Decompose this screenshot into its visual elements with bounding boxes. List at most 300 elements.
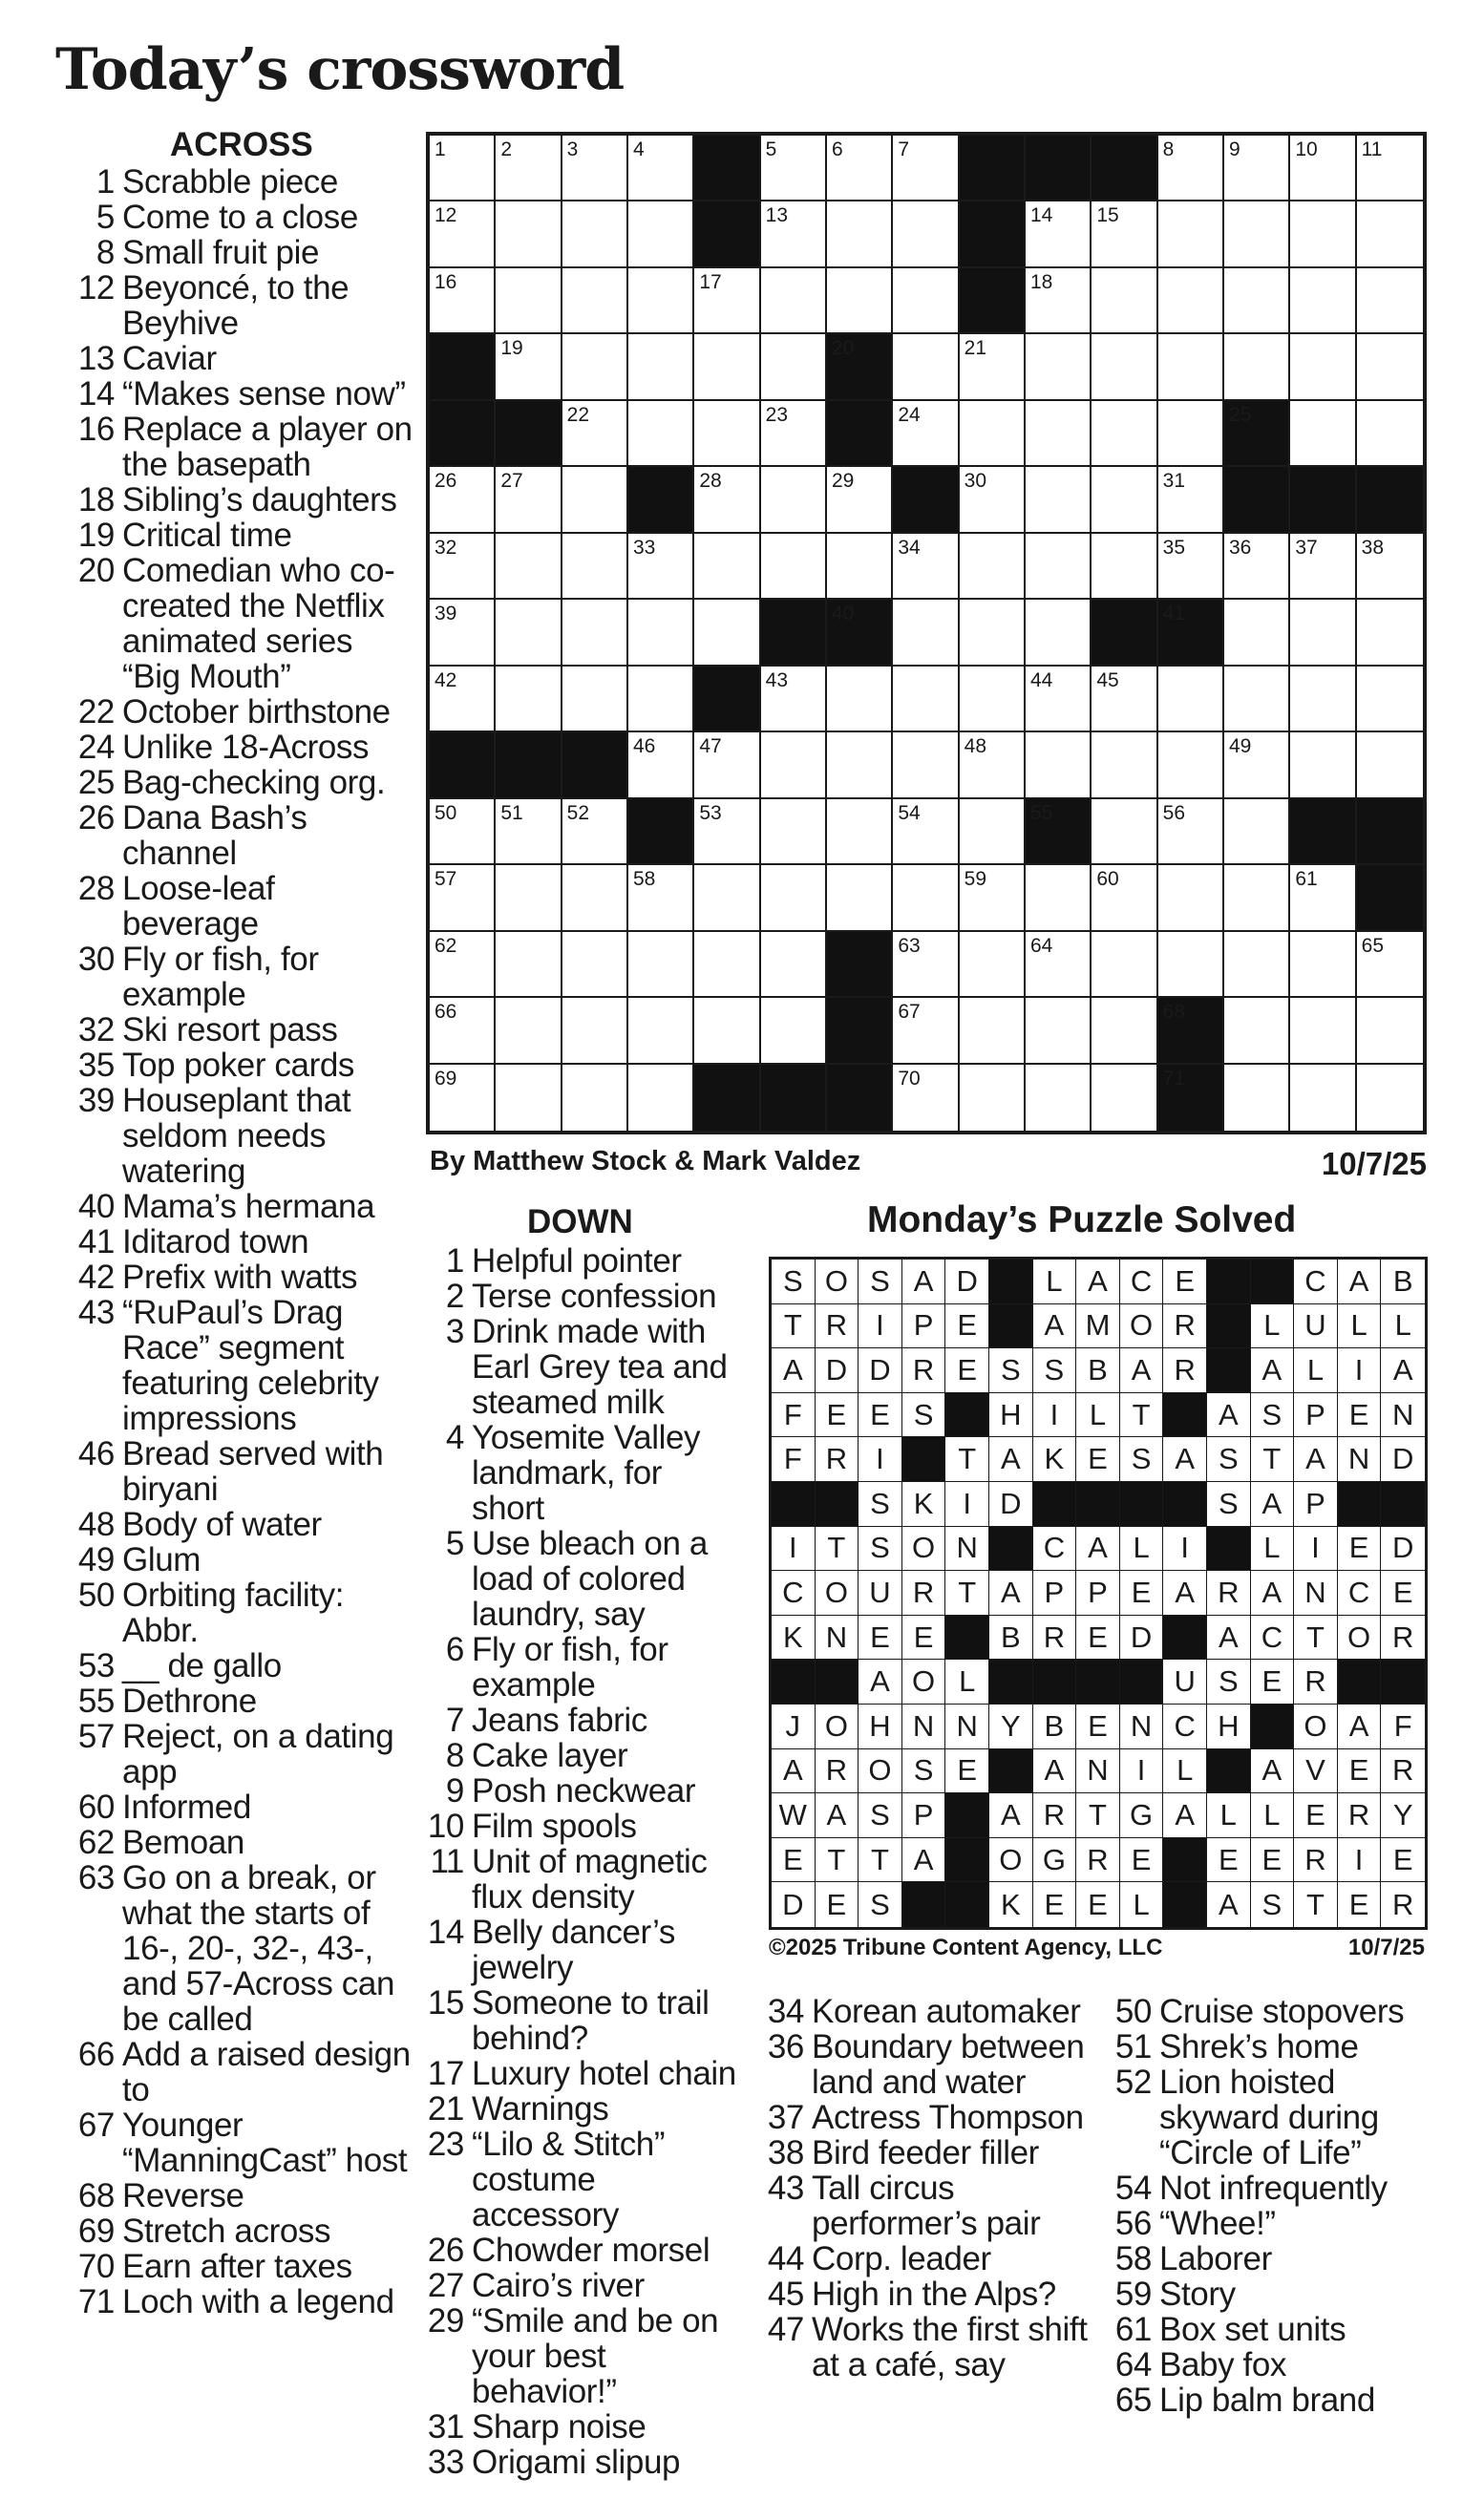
- grid-cell[interactable]: [761, 534, 827, 600]
- grid-cell[interactable]: [1092, 467, 1157, 533]
- solution-letter: A: [1207, 1393, 1251, 1438]
- grid-cell[interactable]: [1026, 334, 1092, 400]
- grid-cell[interactable]: [430, 799, 496, 865]
- solution-block: [945, 1793, 989, 1838]
- grid-block: [827, 932, 893, 998]
- solution-letter: S: [859, 1527, 902, 1572]
- solution-letter: P: [1033, 1571, 1077, 1616]
- grid-cell[interactable]: [1357, 401, 1423, 467]
- grid-cell[interactable]: [1357, 998, 1423, 1064]
- grid-cell[interactable]: [1290, 932, 1356, 998]
- clue-item: [69, 1224, 413, 1260]
- clue-item: [1106, 2029, 1459, 2065]
- grid-block: [1357, 467, 1423, 533]
- grid-cell[interactable]: [960, 467, 1026, 533]
- grid-cell[interactable]: [628, 268, 694, 334]
- grid-cell[interactable]: [960, 401, 1026, 467]
- grid-cell[interactable]: [628, 334, 694, 400]
- grid-cell[interactable]: [694, 998, 760, 1064]
- grid-cell[interactable]: [628, 1065, 694, 1131]
- grid-cell[interactable]: [562, 534, 628, 600]
- solution-letter: B: [989, 1616, 1033, 1661]
- clue-number: 44: [767, 2240, 804, 2277]
- cell-number: 60: [1096, 868, 1119, 891]
- solution-block: [1207, 1260, 1251, 1304]
- solution-block: [1033, 1482, 1077, 1527]
- clue-item: [69, 2107, 413, 2178]
- clue-number: 3: [445, 1313, 464, 1350]
- grid-cell[interactable]: [1092, 667, 1157, 732]
- grid-cell[interactable]: [628, 136, 694, 201]
- cell-number: 50: [435, 801, 457, 824]
- grid-cell[interactable]: [893, 1065, 959, 1131]
- clue-item: [1106, 2206, 1459, 2241]
- grid-block: [827, 600, 893, 666]
- grid-cell[interactable]: [761, 201, 827, 267]
- clue-item: [418, 2268, 743, 2303]
- clue-number: 39: [77, 1082, 115, 1119]
- grid-cell[interactable]: [496, 534, 562, 600]
- grid-cell[interactable]: [1158, 799, 1224, 865]
- grid-cell[interactable]: [960, 998, 1026, 1064]
- grid-cell[interactable]: [1026, 534, 1092, 600]
- grid-cell[interactable]: [1290, 732, 1356, 798]
- grid-cell[interactable]: [1026, 1065, 1092, 1131]
- grid-cell[interactable]: [1224, 799, 1290, 865]
- grid-cell[interactable]: [827, 732, 893, 798]
- grid-cell[interactable]: [960, 732, 1026, 798]
- grid-cell[interactable]: [694, 732, 760, 798]
- grid-cell[interactable]: [1290, 865, 1356, 931]
- grid-cell[interactable]: [827, 136, 893, 201]
- grid-cell[interactable]: [1158, 136, 1224, 201]
- grid-cell[interactable]: [1357, 201, 1423, 267]
- grid-cell[interactable]: [628, 401, 694, 467]
- grid-cell[interactable]: [1026, 865, 1092, 931]
- grid-cell[interactable]: [893, 201, 959, 267]
- grid-cell[interactable]: [1357, 334, 1423, 400]
- grid-cell[interactable]: [893, 334, 959, 400]
- grid-cell[interactable]: [1224, 201, 1290, 267]
- grid-cell[interactable]: [761, 334, 827, 400]
- solution-letter: I: [1033, 1393, 1077, 1438]
- grid-block: [430, 732, 496, 798]
- solution-letter: I: [859, 1437, 902, 1482]
- grid-cell[interactable]: [1026, 667, 1092, 732]
- grid-cell[interactable]: [1290, 667, 1356, 732]
- grid-cell[interactable]: [562, 201, 628, 267]
- grid-cell[interactable]: [1357, 667, 1423, 732]
- grid-cell[interactable]: [827, 467, 893, 533]
- grid-cell[interactable]: [1092, 334, 1157, 400]
- grid-block: [1224, 467, 1290, 533]
- solution-letter: R: [816, 1749, 859, 1794]
- grid-cell[interactable]: [562, 932, 628, 998]
- grid-cell[interactable]: [893, 534, 959, 600]
- grid-cell[interactable]: [1224, 268, 1290, 334]
- solution-letter: S: [859, 1793, 902, 1838]
- solution-letter: A: [1033, 1304, 1077, 1349]
- grid-cell[interactable]: [960, 932, 1026, 998]
- grid-cell[interactable]: [827, 201, 893, 267]
- grid-cell[interactable]: [496, 865, 562, 931]
- clue-number: 14: [77, 375, 115, 413]
- solution-letter: E: [945, 1749, 989, 1794]
- grid-cell[interactable]: [1158, 534, 1224, 600]
- grid-cell[interactable]: [430, 998, 496, 1064]
- grid-cell[interactable]: [1092, 201, 1157, 267]
- cell-number: 43: [765, 668, 789, 691]
- grid-cell[interactable]: [694, 600, 760, 666]
- grid-cell[interactable]: [628, 201, 694, 267]
- clue-item: [69, 2249, 413, 2284]
- grid-cell[interactable]: [1158, 865, 1224, 931]
- solution-letter: L: [1120, 1882, 1164, 1927]
- grid-cell[interactable]: [1092, 401, 1157, 467]
- grid-cell[interactable]: [694, 865, 760, 931]
- clue-number: 66: [77, 2036, 115, 2073]
- grid-cell[interactable]: [628, 732, 694, 798]
- clue-text: Comedian who co-created the Netflix animated series “Big Mouth”: [122, 552, 395, 695]
- solution-block: [1120, 1660, 1164, 1705]
- cell-number: 41: [1162, 603, 1186, 625]
- grid-cell[interactable]: [496, 799, 562, 865]
- solution-letter: K: [772, 1616, 816, 1661]
- grid-cell[interactable]: [761, 136, 827, 201]
- grid-cell[interactable]: [496, 334, 562, 400]
- solution-letter: E: [945, 1348, 989, 1393]
- grid-cell[interactable]: [694, 799, 760, 865]
- grid-cell[interactable]: [1158, 401, 1224, 467]
- grid-cell[interactable]: [1026, 401, 1092, 467]
- grid-cell[interactable]: [1092, 932, 1157, 998]
- grid-cell[interactable]: [694, 401, 760, 467]
- grid-cell[interactable]: [1357, 600, 1423, 666]
- grid-cell[interactable]: [562, 268, 628, 334]
- grid-cell[interactable]: [1290, 401, 1356, 467]
- solution-letter: A: [1251, 1348, 1295, 1393]
- clue-item: [418, 1844, 743, 1915]
- clue-number: 38: [767, 2134, 804, 2171]
- grid-cell[interactable]: [761, 732, 827, 798]
- grid-cell[interactable]: [562, 865, 628, 931]
- grid-cell[interactable]: [496, 201, 562, 267]
- clue-text: Corp. leader: [812, 2240, 991, 2277]
- solution-letter: O: [989, 1838, 1033, 1883]
- grid-cell[interactable]: [1224, 865, 1290, 931]
- grid-cell[interactable]: [960, 799, 1026, 865]
- grid-cell[interactable]: [562, 136, 628, 201]
- clue-item: [418, 1915, 743, 1985]
- solution-letter: A: [859, 1660, 902, 1705]
- solution-letter: E: [1076, 1882, 1120, 1927]
- grid-cell[interactable]: [1357, 1065, 1423, 1131]
- grid-cell[interactable]: [1290, 600, 1356, 666]
- grid-block: [1290, 799, 1356, 865]
- grid-cell[interactable]: [1026, 998, 1092, 1064]
- cell-number: 11: [1361, 138, 1383, 160]
- grid-cell[interactable]: [1092, 865, 1157, 931]
- solution-block: [989, 1749, 1033, 1794]
- clue-number: 24: [77, 729, 115, 766]
- grid-cell[interactable]: [1158, 334, 1224, 400]
- grid-cell[interactable]: [761, 865, 827, 931]
- grid-cell[interactable]: [827, 534, 893, 600]
- clue-item: [69, 1860, 413, 2037]
- clue-item: [69, 518, 413, 553]
- cell-number: 36: [1229, 536, 1252, 559]
- grid-cell[interactable]: [562, 600, 628, 666]
- grid-cell[interactable]: [960, 865, 1026, 931]
- grid-cell[interactable]: [1290, 998, 1356, 1064]
- clue-item: [418, 2056, 743, 2091]
- clue-text: Unlike 18-Across: [122, 729, 370, 766]
- grid-cell[interactable]: [1026, 467, 1092, 533]
- grid-cell[interactable]: [893, 136, 959, 201]
- clue-number: 13: [77, 340, 115, 377]
- grid-cell[interactable]: [628, 932, 694, 998]
- grid-cell[interactable]: [761, 401, 827, 467]
- clue-number: 8: [95, 234, 115, 271]
- grid-block: [761, 600, 827, 666]
- clue-item: [418, 2303, 743, 2409]
- grid-cell[interactable]: [1224, 932, 1290, 998]
- grid-cell[interactable]: [694, 268, 760, 334]
- clue-text: Lip balm brand: [1159, 2382, 1375, 2419]
- grid-cell[interactable]: [430, 467, 496, 533]
- grid-cell[interactable]: [1026, 932, 1092, 998]
- grid-cell[interactable]: [827, 799, 893, 865]
- clue-number: 2: [445, 1278, 464, 1315]
- grid-cell[interactable]: [761, 799, 827, 865]
- grid-cell[interactable]: [1092, 732, 1157, 798]
- grid-cell[interactable]: [960, 667, 1026, 732]
- grid-cell[interactable]: [1224, 667, 1290, 732]
- solution-letter: R: [1381, 1749, 1425, 1794]
- grid-cell[interactable]: [496, 998, 562, 1064]
- grid-cell[interactable]: [1158, 201, 1224, 267]
- grid-cell[interactable]: [430, 268, 496, 334]
- solution-letter: T: [816, 1838, 859, 1883]
- grid-cell[interactable]: [628, 600, 694, 666]
- grid-cell[interactable]: [562, 998, 628, 1064]
- solution-letter: A: [989, 1571, 1033, 1616]
- solution-letter: T: [772, 1304, 816, 1349]
- solution-letter: R: [902, 1348, 946, 1393]
- grid-cell[interactable]: [628, 865, 694, 931]
- clue-item: [418, 1243, 743, 1279]
- solution-letter: I: [859, 1304, 902, 1349]
- grid-cell[interactable]: [430, 1065, 496, 1131]
- clue-text: Stretch across: [122, 2213, 331, 2250]
- grid-block: [430, 401, 496, 467]
- grid-cell[interactable]: [430, 534, 496, 600]
- grid-cell[interactable]: [1357, 534, 1423, 600]
- clue-item: [69, 270, 413, 341]
- clue-item: [1106, 2171, 1459, 2206]
- grid-cell[interactable]: [1158, 467, 1224, 533]
- grid-cell[interactable]: [827, 865, 893, 931]
- grid-cell[interactable]: [496, 667, 562, 732]
- cell-number: 39: [435, 603, 457, 625]
- grid-cell[interactable]: [1224, 334, 1290, 400]
- solution-letter: A: [1207, 1882, 1251, 1927]
- grid-cell[interactable]: [827, 268, 893, 334]
- grid-cell[interactable]: [496, 600, 562, 666]
- grid-cell[interactable]: [496, 268, 562, 334]
- grid-cell[interactable]: [562, 667, 628, 732]
- grid-block: [496, 401, 562, 467]
- grid-cell[interactable]: [1158, 667, 1224, 732]
- grid-cell[interactable]: [430, 667, 496, 732]
- grid-cell[interactable]: [1092, 534, 1157, 600]
- solution-letter: M: [1076, 1304, 1120, 1349]
- solution-block: [1207, 1527, 1251, 1572]
- grid-cell[interactable]: [1224, 136, 1290, 201]
- clue-text: Informed: [122, 1789, 251, 1826]
- grid-cell[interactable]: [628, 998, 694, 1064]
- grid-cell[interactable]: [694, 932, 760, 998]
- solution-letter: E: [1338, 1882, 1382, 1927]
- grid-cell[interactable]: [960, 1065, 1026, 1131]
- solution-letter: C: [1294, 1260, 1338, 1304]
- grid-cell[interactable]: [893, 799, 959, 865]
- clue-text: Orbiting facility: Abbr.: [122, 1577, 345, 1649]
- grid-cell[interactable]: [1290, 201, 1356, 267]
- grid-cell[interactable]: [893, 932, 959, 998]
- grid-cell[interactable]: [960, 334, 1026, 400]
- solution-letter: R: [1076, 1838, 1120, 1883]
- grid-cell[interactable]: [694, 334, 760, 400]
- cell-number: 37: [1295, 536, 1318, 559]
- grid-cell[interactable]: [496, 467, 562, 533]
- grid-cell[interactable]: [893, 401, 959, 467]
- cell-number: 67: [898, 1001, 921, 1024]
- grid-cell[interactable]: [628, 667, 694, 732]
- clue-text: Tall circus performer’s pair: [812, 2170, 1041, 2242]
- solution-letter: A: [1076, 1260, 1120, 1304]
- grid-cell[interactable]: [1357, 136, 1423, 201]
- solution-letter: A: [1207, 1616, 1251, 1661]
- grid-cell[interactable]: [1158, 732, 1224, 798]
- grid-cell[interactable]: [496, 932, 562, 998]
- clue-item: [69, 1719, 413, 1790]
- grid-cell[interactable]: [1290, 1065, 1356, 1131]
- grid-cell[interactable]: [893, 268, 959, 334]
- grid-cell[interactable]: [430, 932, 496, 998]
- grid-cell[interactable]: [562, 799, 628, 865]
- solution-letter: E: [1163, 1260, 1207, 1304]
- grid-cell[interactable]: [1224, 998, 1290, 1064]
- clue-number: 5: [445, 1525, 464, 1562]
- cell-number: 27: [500, 470, 523, 493]
- grid-cell[interactable]: [430, 136, 496, 201]
- clue-number: 18: [77, 481, 115, 519]
- grid-cell[interactable]: [1158, 932, 1224, 998]
- grid-cell[interactable]: [761, 998, 827, 1064]
- grid-cell[interactable]: [893, 732, 959, 798]
- grid-cell[interactable]: [761, 667, 827, 732]
- grid-cell[interactable]: [562, 401, 628, 467]
- grid-cell[interactable]: [1357, 732, 1423, 798]
- grid-cell[interactable]: [761, 268, 827, 334]
- grid-cell[interactable]: [1224, 600, 1290, 666]
- grid-cell[interactable]: [960, 534, 1026, 600]
- grid-cell[interactable]: [562, 1065, 628, 1131]
- grid-cell[interactable]: [1092, 268, 1157, 334]
- solution-letter: R: [1033, 1793, 1077, 1838]
- clue-item: [69, 1295, 413, 1436]
- grid-cell[interactable]: [628, 534, 694, 600]
- solution-letter: K: [1033, 1437, 1077, 1482]
- solution-letter: B: [1033, 1705, 1077, 1749]
- grid-cell[interactable]: [496, 136, 562, 201]
- grid-cell[interactable]: [761, 932, 827, 998]
- grid-cell[interactable]: [1290, 268, 1356, 334]
- solution-letter: A: [1294, 1437, 1338, 1482]
- grid-cell[interactable]: [430, 201, 496, 267]
- grid-block: [893, 467, 959, 533]
- grid-cell[interactable]: [827, 667, 893, 732]
- solution-letter: I: [1163, 1527, 1207, 1572]
- solution-letter: A: [1251, 1482, 1295, 1527]
- grid-cell[interactable]: [960, 600, 1026, 666]
- grid-cell[interactable]: [1026, 600, 1092, 666]
- grid-cell[interactable]: [1224, 1065, 1290, 1131]
- grid-cell[interactable]: [761, 467, 827, 533]
- grid-cell[interactable]: [1092, 799, 1157, 865]
- grid-cell[interactable]: [496, 1065, 562, 1131]
- grid-cell[interactable]: [694, 534, 760, 600]
- grid-cell[interactable]: [562, 467, 628, 533]
- grid-cell[interactable]: [1026, 732, 1092, 798]
- grid-cell[interactable]: [1026, 268, 1092, 334]
- grid-cell[interactable]: [430, 600, 496, 666]
- grid-cell[interactable]: [893, 667, 959, 732]
- grid-cell[interactable]: [1158, 268, 1224, 334]
- clue-text: Baby fox: [1159, 2346, 1286, 2383]
- grid-block: [960, 136, 1026, 201]
- solution-letter: E: [1294, 1793, 1338, 1838]
- clue-number: 55: [77, 1683, 115, 1720]
- solution-letter: S: [772, 1260, 816, 1304]
- grid-cell[interactable]: [1357, 932, 1423, 998]
- grid-cell[interactable]: [694, 467, 760, 533]
- solution-letter: A: [1338, 1705, 1382, 1749]
- puzzle-date: 10/7/25: [1321, 1146, 1427, 1181]
- grid-cell[interactable]: [1357, 268, 1423, 334]
- cell-number: 14: [1030, 204, 1053, 227]
- grid-cell[interactable]: [1224, 732, 1290, 798]
- grid-cell[interactable]: [430, 865, 496, 931]
- clue-item: [758, 2171, 1097, 2241]
- grid-cell[interactable]: [1290, 534, 1356, 600]
- solution-letter: F: [1381, 1705, 1425, 1749]
- grid-cell[interactable]: [893, 998, 959, 1064]
- grid-cell[interactable]: [1092, 1065, 1157, 1131]
- grid-cell[interactable]: [1026, 201, 1092, 267]
- grid-cell[interactable]: [562, 334, 628, 400]
- copyright: ©2025 Tribune Content Agency, LLC: [769, 1935, 1163, 1960]
- solution-letter: C: [772, 1571, 816, 1616]
- grid-cell[interactable]: [1224, 534, 1290, 600]
- grid-cell[interactable]: [1290, 136, 1356, 201]
- grid-cell[interactable]: [893, 865, 959, 931]
- grid-cell[interactable]: [1092, 998, 1157, 1064]
- solution-letter: N: [1338, 1437, 1382, 1482]
- grid-cell[interactable]: [1290, 334, 1356, 400]
- grid-cell[interactable]: [893, 600, 959, 666]
